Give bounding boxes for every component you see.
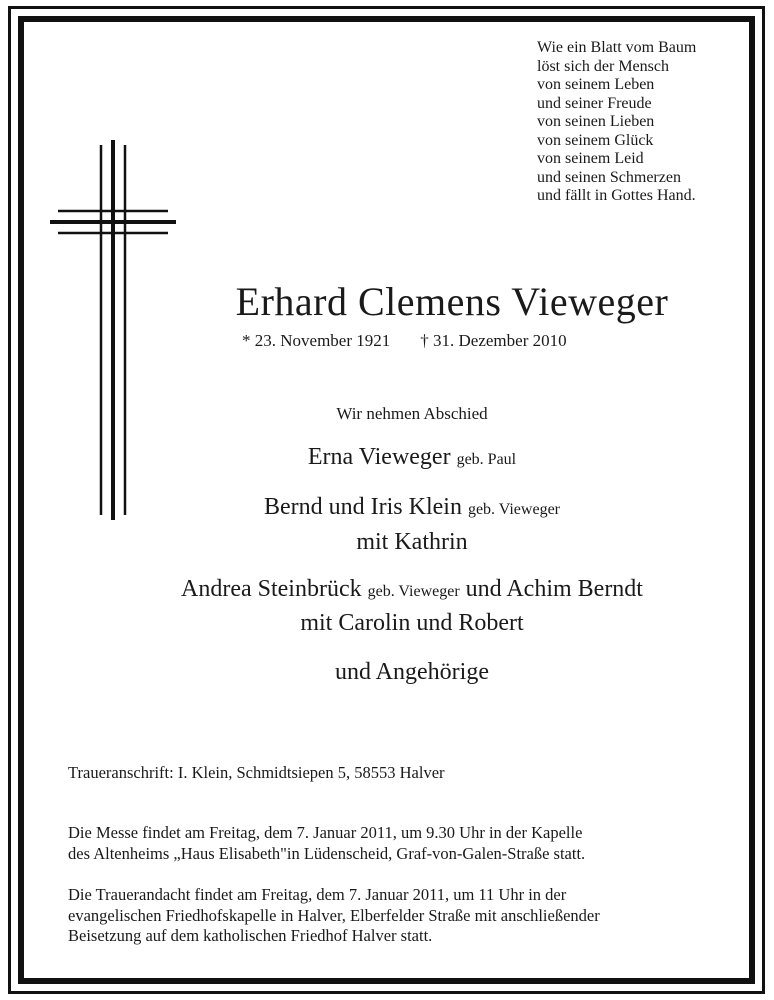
maiden-name: geb. Vieweger [467, 501, 560, 518]
poem-line: Wie ein Blatt vom Baum [537, 39, 697, 56]
maiden-name: geb. Vieweger [367, 583, 460, 600]
mourner-name: Erna Vieweger [307, 444, 451, 470]
service-line: Beisetzung auf dem katholischen Friedhof Halver statt. [68, 926, 433, 945]
deceased-name: Erhard Clemens Vieweger [235, 279, 669, 324]
mourning-address: Traueranschrift: I. Klein, Schmidtsiepen 5, 58553 Halver [68, 763, 445, 782]
mourner-name: Bernd und Iris Klein [263, 494, 462, 520]
mass-notice [68, 823, 585, 864]
service-line: Die Trauerandacht findet am Freitag, dem 7. Januar 2011, um 11 Uhr in der [68, 885, 567, 904]
poem-line: von seinen Lieben [537, 113, 655, 130]
death-date: † 31. Dezember 2010 [420, 331, 567, 350]
poem-line: löst sich der Mensch [537, 57, 669, 75]
mourner-line [0, 576, 774, 603]
poem-line: und seiner Freude [537, 94, 652, 112]
poem-line: und seinen Schmerzen [537, 168, 681, 186]
mass-line: des Altenheims „Haus Elisabeth"in Lüdenscheid, Graf-von-Galen-Straße statt. [68, 843, 586, 863]
mourner-line: und Angehörige [335, 659, 489, 685]
poem-line: von seinem Leid [537, 150, 644, 167]
service-line: evangelischen Friedhofskapelle in Halver, Elberfelder Straße mit anschließender [68, 905, 600, 925]
birth-date: * 23. November 1921 [242, 331, 391, 350]
poem-line: von seinem Leben [537, 76, 655, 93]
mourner-name: Andrea Steinbrück [181, 576, 362, 602]
mass-line: Die Messe findet am Freitag, dem 7. Januar 2011, um 9.30 Uhr in der Kapelle [68, 823, 583, 842]
service-notice [68, 885, 600, 947]
poem [537, 39, 696, 206]
mourner-line: mit Carolin und Robert [300, 610, 524, 636]
maiden-name: geb. Paul [456, 451, 517, 468]
mourner-line [0, 494, 774, 521]
poem-line: und fällt in Gottes Hand. [537, 187, 696, 204]
mourner-line: mit Kathrin [356, 529, 468, 555]
poem-line: von seinem Glück [537, 131, 654, 149]
life-dates [242, 331, 567, 351]
mourner-line [0, 444, 774, 471]
farewell-text: Wir nehmen Abschied [336, 404, 488, 423]
mourner-name: und Achim Berndt [465, 576, 643, 602]
